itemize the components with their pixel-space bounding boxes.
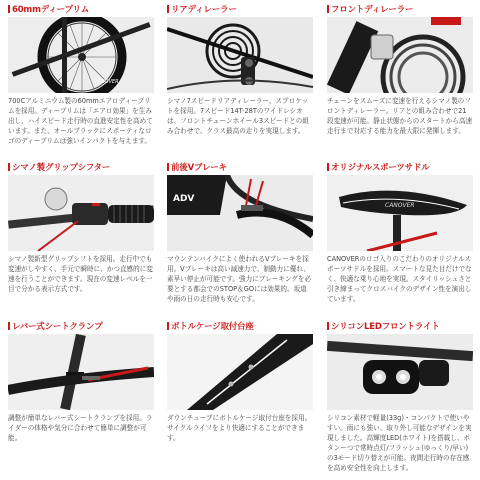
bottle-cage-mount-photo bbox=[167, 334, 313, 410]
feature-grip-shifter bbox=[8, 162, 154, 312]
feature-led-light bbox=[327, 321, 473, 471]
feature-title: オリジナルスポーツサドル bbox=[327, 162, 473, 174]
feature-deep-rim bbox=[8, 4, 154, 154]
feature-rear-derailleur bbox=[167, 4, 313, 154]
feature-description: 調整が簡単なレバー式シートクランプを採用。ライダーの体格や気分に合わせて簡単に調整が可能。 bbox=[8, 414, 153, 442]
feature-description: マウンテンバイクによく使われるVブレーキを採用。Vブレーキは高い減速力で、制動力に優れ、素早い停止が可能です。強力にブレーキングを必要とする都会でのSTOP＆GOには効果的。坂道や雨の日の走行時も安心です。 bbox=[167, 255, 312, 303]
seat-clamp-photo bbox=[8, 334, 154, 410]
feature-seat-clamp bbox=[8, 321, 154, 471]
feature-title: シリコンLEDフロントライト bbox=[327, 321, 473, 333]
feature-description: シリコン素材で軽量(33g)・コンパクトで使いやすい。雨にも強い、取り外し可能なデザインを実現しました。高輝度LED(ホワイト)を搭載し、ボタンーつで常時点灯/フラッシュ(ゆっくり/早い)の3モード切り替えが可能。夜間走行時の存在感を高め安全性を向上します。 bbox=[327, 414, 472, 471]
feature-v-brake bbox=[167, 162, 313, 312]
grip-shifter-photo bbox=[8, 175, 154, 251]
feature-title: リアディレーラー bbox=[167, 4, 313, 16]
feature-bottle-cage-mount bbox=[167, 321, 313, 471]
feature-description: CANOVERのロゴ入りのこだわりのオリジナルスポーツサドルを採用。スマートな見た目だけでなく、快適な乗り心地を実現。スタイリッシュさと引き締まってクロスバイクのデザイン性を演出しています。 bbox=[327, 255, 472, 303]
feature-description: ダウンチューブにボトルケージ取付台座を採用。サイクルライフをより快適にすることができます。 bbox=[167, 414, 312, 442]
saddle-logo: CANOVER bbox=[385, 202, 415, 209]
svg-text:CANOVER: CANOVER bbox=[94, 79, 119, 85]
feature-title: 60mmディープリム bbox=[8, 4, 154, 16]
feature-description: チェーンをスムーズに変速を行えるシマノ製のフロントディレーラー。リアとの組み合わせで21段変速が可能。静止状態からのスタートから高速走行まで対応する能力を最大限に発揮します。 bbox=[327, 97, 473, 135]
feature-title: シマノ製グリップシフター bbox=[8, 162, 154, 174]
feature-description: シマノ7スピードリアディレーラー、スプロケットを採用。7スピード14T-28Tのワイドレシオは、フロントチェーンホイール3スピードとの組み合わせで、クラス最高の走りを実現します。 bbox=[167, 97, 309, 135]
feature-title: ボトルケージ取付台座 bbox=[167, 321, 313, 333]
front-derailleur-photo bbox=[327, 17, 473, 93]
feature-front-derailleur bbox=[327, 4, 473, 154]
feature-title: レバー式シートクランプ bbox=[8, 321, 154, 333]
rear-derailleur-photo bbox=[167, 17, 313, 93]
deep-rim-photo bbox=[8, 17, 154, 93]
feature-description: シマノ製新型グリップシフトを採用。走行中でも変速がしやすく、手元で瞬時に、かつ直感的に変速を行うことができます。現在の変速レベルを一目で分かる表示方式です。 bbox=[8, 255, 153, 293]
feature-saddle bbox=[327, 162, 473, 312]
feature-title: フロントディレーラー bbox=[327, 4, 473, 16]
svg-text:ADV: ADV bbox=[173, 194, 195, 204]
feature-title: 前後Vブレーキ bbox=[167, 162, 313, 174]
feature-description: 700Cアルミニウム製の60mmエアロディープリムを採用。ディープリムは「エアロ効果」を生み出し、ハイスピード走行時の直進安定性を高めています。また、オールブラックにスポーティなロゴのディープリムは強いインパクトを与えます。 bbox=[8, 97, 153, 145]
v-brake-photo bbox=[167, 175, 313, 251]
saddle-photo bbox=[327, 175, 473, 251]
led-light-photo bbox=[327, 334, 473, 410]
